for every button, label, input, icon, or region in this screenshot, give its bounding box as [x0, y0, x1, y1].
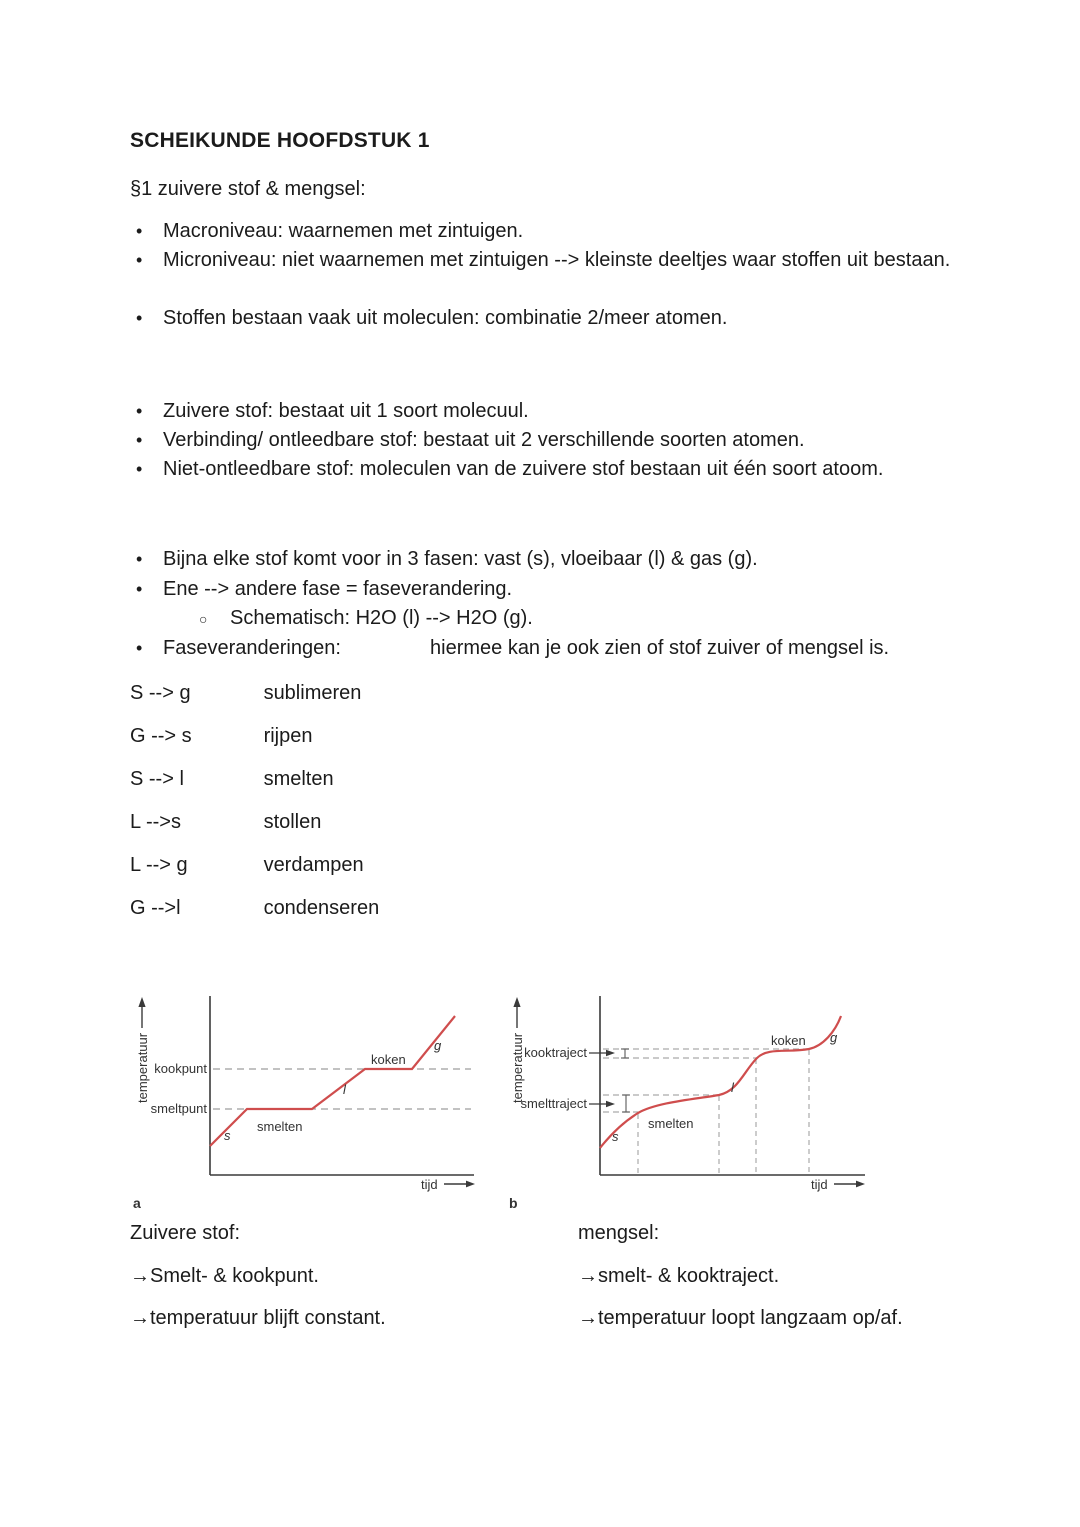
- segment-g-label: g: [434, 1038, 442, 1053]
- phase-change-name: sublimeren: [263, 682, 362, 704]
- phase-change-key: L -->s: [130, 811, 181, 833]
- figure-b-mixture-graph: [505, 988, 880, 1214]
- list-item-text: Niet-ontleedbare stof: moleculen van de zuivere stof bestaan uit één soort atoom.: [163, 458, 884, 480]
- list-item: [136, 217, 955, 246]
- x-axis-label: tijd: [421, 1177, 438, 1192]
- circle-bullet-icon: ○: [199, 611, 208, 627]
- segment-s-label: s: [224, 1128, 231, 1143]
- kooktraject-label: kooktraject: [524, 1045, 587, 1060]
- heating-curve: [210, 1016, 455, 1146]
- phase-change-key: S --> g: [130, 682, 191, 704]
- bullet-icon: •: [136, 549, 143, 569]
- list-item-text: Verbinding/ ontleedbare stof: bestaat uit 2 verschillende soorten atomen.: [163, 429, 805, 451]
- bullet-icon: •: [136, 430, 143, 450]
- bullet-icon: •: [136, 638, 143, 658]
- phase-change-row: [130, 679, 361, 708]
- conclusion-left-heading: Zuivere stof:: [130, 1222, 241, 1244]
- list-item: [136, 634, 955, 663]
- smelttraject-bracket: [622, 1095, 630, 1112]
- phase-change-row: [130, 765, 334, 794]
- bullet-icon: •: [136, 308, 143, 328]
- segment-smelten-label: smelten: [648, 1116, 694, 1131]
- segment-koken-label: koken: [371, 1052, 406, 1067]
- phase-change-name: rijpen: [263, 725, 313, 747]
- kookpunt-label: kookpunt: [154, 1061, 207, 1076]
- list-item-text: Stoffen bestaan vaak uit moleculen: combinatie 2/meer atomen.: [163, 307, 728, 329]
- fase-note: hiermee kan je ook zien of stof zuiver of mengsel is.: [430, 637, 890, 659]
- segment-g-label: g: [830, 1030, 838, 1045]
- panel-label-b: b: [509, 1195, 518, 1211]
- bullet-icon: •: [136, 221, 143, 241]
- phase-change-key: G --> s: [130, 725, 192, 747]
- list-item-text: Ene --> andere fase = faseverandering.: [163, 578, 513, 600]
- figure-a-pure-substance-graph: [130, 988, 480, 1214]
- list-item: [136, 397, 955, 426]
- phase-change-key: L --> g: [130, 854, 188, 876]
- list-item-text: Zuivere stof: bestaat uit 1 soort molecuul.: [163, 400, 529, 422]
- phase-change-name: condenseren: [263, 897, 380, 919]
- x-axis-label: tijd: [811, 1177, 828, 1192]
- right-arrow-icon: [856, 1181, 865, 1188]
- list-item: [136, 426, 955, 455]
- conclusion-left-line: →temperatuur blijft constant.: [130, 1307, 386, 1329]
- sub-list-item-text: Schematisch: H2O (l) --> H2O (g).: [230, 607, 533, 629]
- smeltpunt-label: smeltpunt: [150, 1101, 207, 1116]
- phase-change-row: [130, 722, 312, 751]
- sub-list-item: [199, 604, 970, 633]
- page-title: SCHEIKUNDE HOOFDSTUK 1: [130, 129, 430, 152]
- phase-change-name: verdampen: [263, 854, 364, 876]
- right-arrow-icon: [466, 1181, 475, 1188]
- y-axis-label: temperatuur: [510, 1032, 525, 1103]
- bullet-icon: •: [136, 579, 143, 599]
- phase-change-row: [130, 851, 364, 880]
- conclusion-left-line: →Smelt- & kookpunt.: [130, 1265, 319, 1287]
- list-item: [136, 575, 955, 604]
- phase-change-row: [130, 808, 321, 837]
- smelttraject-label: smelttraject: [520, 1096, 587, 1111]
- list-item-text: Macroniveau: waarnemen met zintuigen.: [163, 220, 524, 242]
- bullet-icon: •: [136, 459, 143, 479]
- list-item-text: Bijna elke stof komt voor in 3 fasen: vast (s), vloeibaar (l) & gas (g).: [163, 548, 758, 570]
- list-item: [136, 545, 955, 574]
- y-axis-label: temperatuur: [135, 1032, 150, 1103]
- conclusion-right-line: →smelt- & kooktraject.: [578, 1265, 780, 1287]
- phase-change-name: smelten: [263, 768, 334, 790]
- segment-l-label: l: [731, 1080, 734, 1095]
- segment-smelten-label: smelten: [257, 1119, 303, 1134]
- fase-label: Faseveranderingen:: [163, 637, 341, 659]
- right-arrow-icon: [606, 1050, 615, 1056]
- list-item-text: Microniveau: niet waarnemen met zintuigen --> kleinste deeltjes waar stoffen uit bestaan.: [163, 249, 951, 271]
- right-arrow-icon: [606, 1101, 615, 1107]
- conclusion-right-line: →temperatuur loopt langzaam op/af.: [578, 1307, 903, 1329]
- kooktraject-bracket: [621, 1049, 629, 1058]
- segment-koken-label: koken: [771, 1033, 806, 1048]
- segment-s-label: s: [612, 1129, 619, 1144]
- list-item: [136, 304, 955, 333]
- bullet-icon: •: [136, 250, 143, 270]
- phase-change-name: stollen: [263, 811, 322, 833]
- section-heading: §1 zuivere stof & mengsel:: [130, 178, 366, 200]
- bullet-icon: •: [136, 401, 143, 421]
- list-item: [136, 455, 955, 484]
- phase-change-key: S --> l: [130, 768, 184, 790]
- segment-l-label: l: [343, 1082, 346, 1097]
- list-item: [136, 246, 955, 275]
- conclusion-right-heading: mengsel:: [578, 1222, 660, 1244]
- phase-change-key: G -->l: [130, 897, 181, 919]
- panel-label-a: a: [133, 1195, 141, 1211]
- phase-change-row: [130, 894, 379, 923]
